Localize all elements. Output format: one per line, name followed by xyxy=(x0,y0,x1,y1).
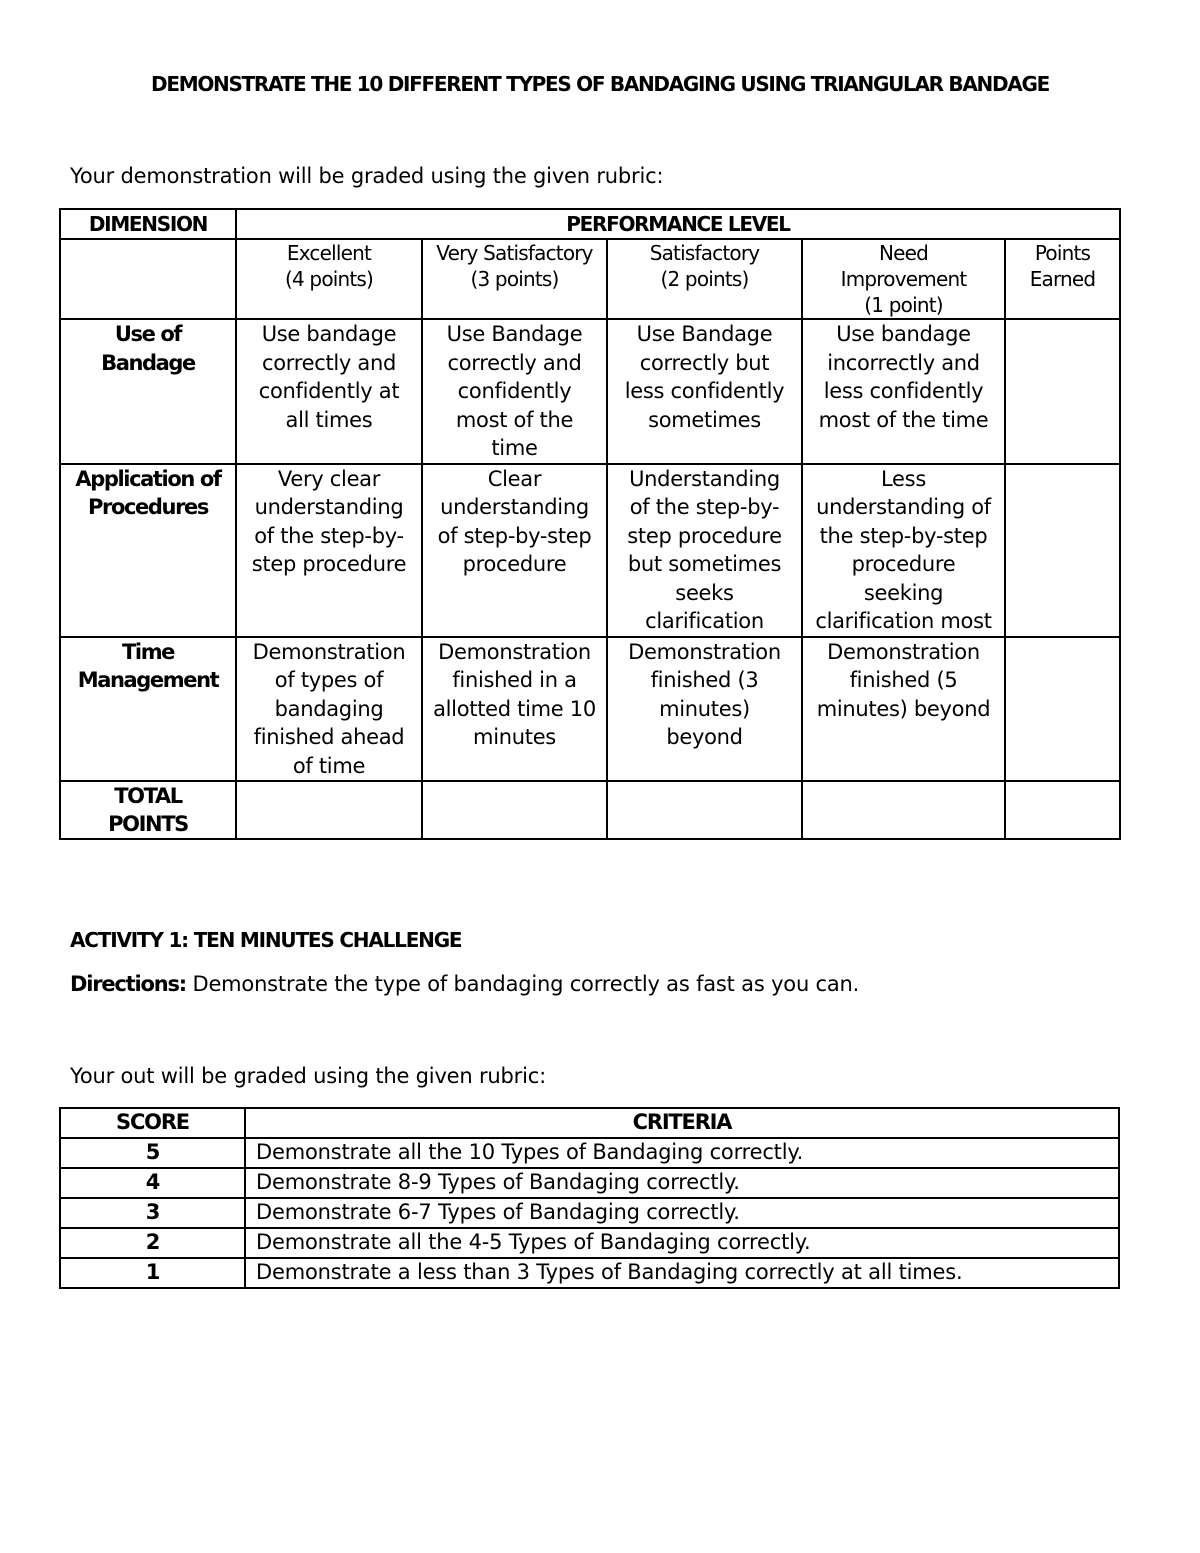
descriptor-cell: Very clear understanding of the step-by-step procedure xyxy=(236,464,422,637)
total-cell xyxy=(1005,781,1120,839)
total-cell xyxy=(422,781,607,839)
criteria-row xyxy=(60,1138,1119,1168)
total-points-label: TOTAL POINTS xyxy=(60,781,236,839)
level-excellent xyxy=(236,239,422,319)
level-name: Excellent xyxy=(286,241,372,265)
criteria-row xyxy=(60,1228,1119,1258)
criteria-row xyxy=(60,1168,1119,1198)
criteria-cell: Demonstrate all the 10 Types of Bandaging correctly. xyxy=(245,1138,1119,1168)
criteria-cell: Demonstrate all the 4-5 Types of Bandaging correctly. xyxy=(245,1228,1119,1258)
directions xyxy=(70,972,859,996)
criteria-cell: Demonstrate 8-9 Types of Bandaging correctly. xyxy=(245,1168,1119,1198)
dimension-cell: Use of Bandage xyxy=(60,319,236,464)
page-title: DEMONSTRATE THE 10 DIFFERENT TYPES OF BANDAGING USING TRIANGULAR BANDAGE xyxy=(151,72,1049,96)
total-cell xyxy=(607,781,802,839)
score-cell: 1 xyxy=(60,1258,245,1288)
empty-header-cell xyxy=(60,239,236,319)
score-cell: 5 xyxy=(60,1138,245,1168)
points-earned-cell xyxy=(1005,464,1120,637)
level-points: (4 points) xyxy=(284,267,374,291)
criteria-row xyxy=(60,1198,1119,1228)
descriptor-cell: Demonstration finished (3 minutes) beyond xyxy=(607,637,802,782)
criteria-header-row xyxy=(60,1108,1119,1138)
criteria-cell: Demonstrate 6-7 Types of Bandaging correctly. xyxy=(245,1198,1119,1228)
level-header-row xyxy=(60,239,1120,319)
score-cell: 2 xyxy=(60,1228,245,1258)
descriptor-cell: Use Bandage correctly but less confidently sometimes xyxy=(607,319,802,464)
rubric-header-row xyxy=(60,209,1120,239)
points-earned-cell xyxy=(1005,319,1120,464)
total-cell xyxy=(236,781,422,839)
level-very-satisfactory xyxy=(422,239,607,319)
descriptor-cell: Less understanding of the step-by-step procedure seeking clarification most xyxy=(802,464,1005,637)
level-name: Need Improvement xyxy=(840,241,967,291)
performance-level-header: PERFORMANCE LEVEL xyxy=(236,209,1120,239)
descriptor-cell: Use Bandage correctly and confidently most of the time xyxy=(422,319,607,464)
rubric-row-time-management xyxy=(60,637,1120,782)
level-points: (3 points) xyxy=(470,267,559,291)
descriptor-cell: Clear understanding of step-by-step procedure xyxy=(422,464,607,637)
activity-heading: ACTIVITY 1: TEN MINUTES CHALLENGE xyxy=(70,928,462,952)
criteria-cell: Demonstrate a less than 3 Types of Bandaging correctly at all times. xyxy=(245,1258,1119,1288)
level-points-earned xyxy=(1005,239,1120,319)
dimension-cell: Time Management xyxy=(60,637,236,782)
criteria-header: CRITERIA xyxy=(245,1108,1119,1138)
directions-label: Directions: xyxy=(70,972,186,996)
level-points: (1 point) xyxy=(864,293,943,317)
score-cell: 4 xyxy=(60,1168,245,1198)
points-earned-cell xyxy=(1005,637,1120,782)
descriptor-cell: Understanding of the step-by-step procedure but sometimes seeks clarification xyxy=(607,464,802,637)
dimension-cell: Application of Procedures xyxy=(60,464,236,637)
level-satisfactory xyxy=(607,239,802,319)
grading-note: Your out will be graded using the given rubric: xyxy=(70,1064,546,1088)
level-points: (2 points) xyxy=(660,267,749,291)
intro-text: Your demonstration will be graded using the given rubric: xyxy=(70,164,664,188)
total-cell xyxy=(802,781,1005,839)
rubric-total-row xyxy=(60,781,1120,839)
descriptor-cell: Demonstration of types of bandaging finished ahead of time xyxy=(236,637,422,782)
level-name: Very Satisfactory xyxy=(436,241,593,265)
directions-text: Demonstrate the type of bandaging correctly as fast as you can. xyxy=(186,972,860,996)
descriptor-cell: Demonstration finished (5 minutes) beyond xyxy=(802,637,1005,782)
rubric-row-application-of-procedures xyxy=(60,464,1120,637)
rubric-row-use-of-bandage xyxy=(60,319,1120,464)
criteria-row xyxy=(60,1258,1119,1288)
performance-rubric-table xyxy=(59,208,1121,840)
dimension-header: DIMENSION xyxy=(60,209,236,239)
score-cell: 3 xyxy=(60,1198,245,1228)
descriptor-cell: Use bandage correctly and confidently at all times xyxy=(236,319,422,464)
descriptor-cell: Demonstration finished in a allotted time 10 minutes xyxy=(422,637,607,782)
level-need-improvement xyxy=(802,239,1005,319)
level-name: Satisfactory xyxy=(649,241,760,265)
level-name: Points Earned xyxy=(1029,241,1096,291)
descriptor-cell: Use bandage incorrectly and less confidently most of the time xyxy=(802,319,1005,464)
score-header: SCORE xyxy=(60,1108,245,1138)
score-criteria-table xyxy=(59,1107,1120,1289)
